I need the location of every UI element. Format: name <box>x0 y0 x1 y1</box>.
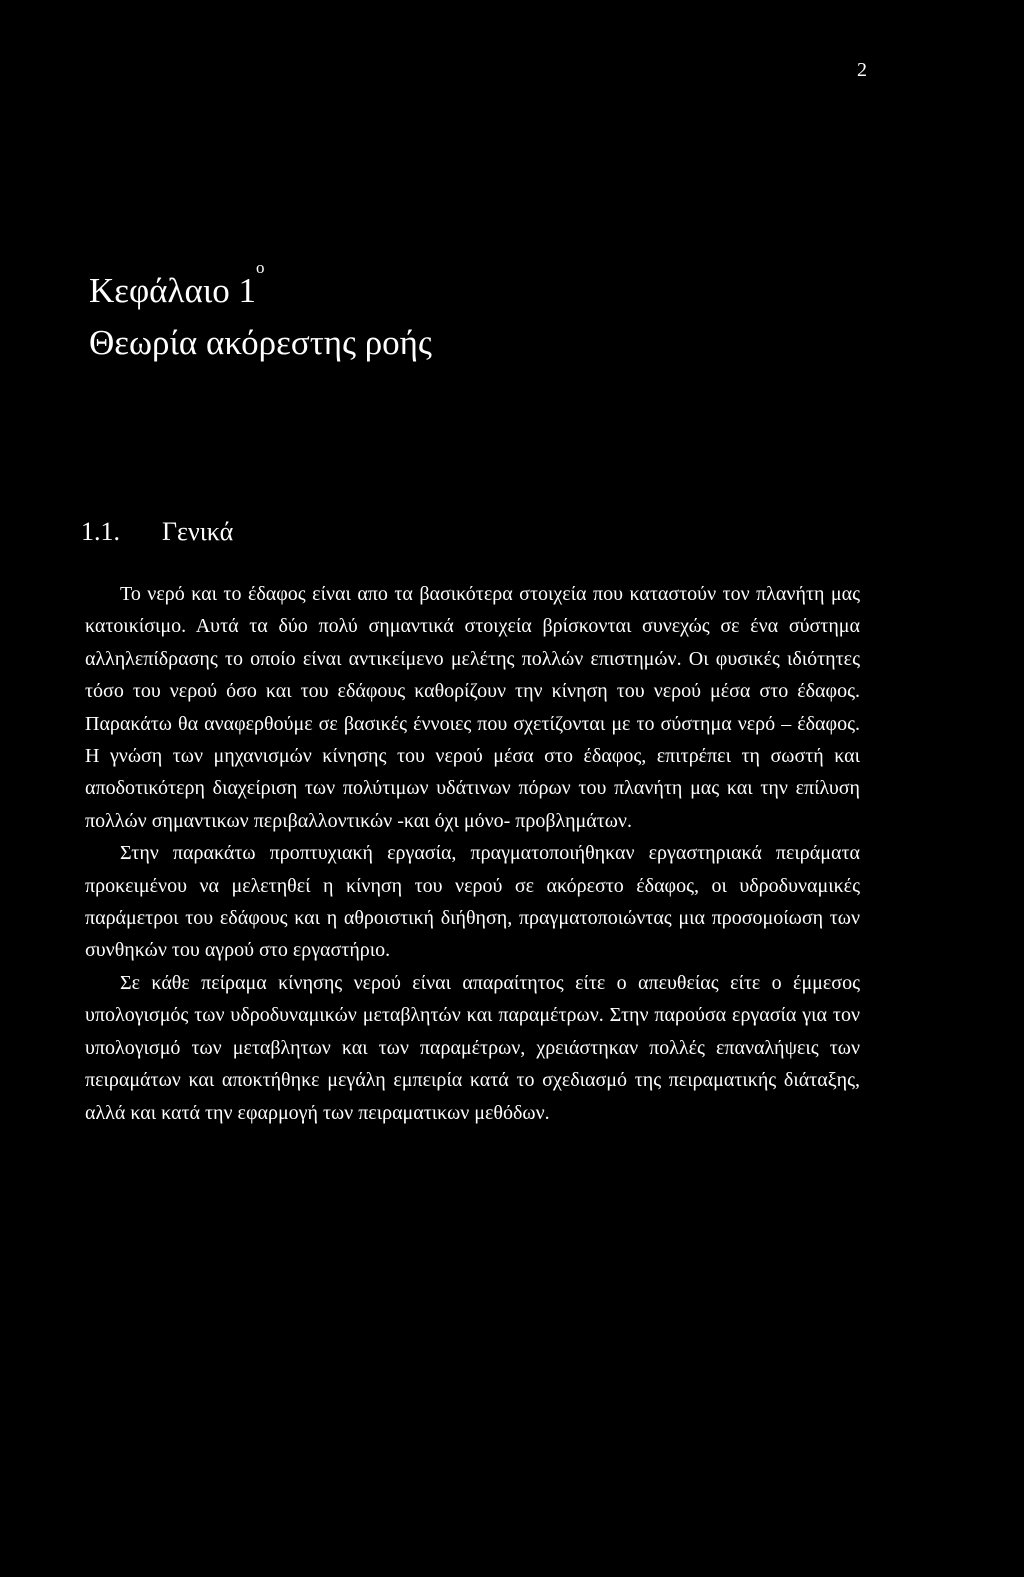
paragraph-1: Το νερό και το έδαφος είναι απο τα βασικότερα στοιχεία που καταστούν τον πλανήτη μας κατοικίσιμο. Αυτά τα δύο πολύ σημαντικά στοιχεία βρίσκονται συνεχώς σε ένα σύστημα αλληλεπίδρασης το οποίο είναι αντικείμενο μελέτης πολλών επιστημών. Οι φυσικές ιδιότητες τόσο του νερού όσο και του εδάφους καθορίζουν την κίνηση του νερού μέσα στο έδαφος. Παρακάτω θα αναφερθούμε σε βασικές έννοιες που σχετίζονται με το σύστημα νερό – έδαφος. Η γνώση των μηχανισμών κίνησης του νερού μέσα στο έδαφος, επιτρέπει τη σωστή και αποδοτικότερη διαχείριση των πολύτιμων υδάτινων πόρων του πλανήτη μας και την επίλυση πολλών σημαντικων περιβαλλοντικών -και όχι μόνο- προβλημάτων. <box>85 583 860 832</box>
body-text <box>85 578 860 1129</box>
chapter-ordinal-superscript: ο <box>256 258 265 277</box>
paragraph-2: Στην παρακάτω προπτυχιακή εργασία, πραγματοποιήθηκαν εργαστηριακά πειράματα προκειμένου να μελετηθεί η κίνηση του νερού σε ακόρεστο έδαφος, οι υδροδυναμικές παράμετροι του εδάφους και η αθροιστική διήθηση, πραγματοποιώντας μια προσομοίωση των συνθηκών του αγρού στο εργαστήριο. <box>85 842 860 962</box>
page-number: 2 <box>857 59 867 81</box>
chapter-heading <box>89 258 789 369</box>
paragraph-3: Σε κάθε πείραμα κίνησης νερού είναι απαραίτητος είτε ο απευθείας είτε ο έμμεσος υπολογισμός των υδροδυναμικών μεταβλητών και παραμέτρων. Στην παρούσα εργασία για τον υπολογισμό των μεταβλητων και των παραμέτρων, χρειάστηκαν πολλές επαναλήψεις των πειραμάτων και αποκτήθηκε μεγάλη εμπειρία κατά το σχεδιασμό της πειραματικής διάταξης, αλλά και κατά την εφαρμογή των πειραματικων μεθόδων. <box>85 971 860 1124</box>
chapter-label: Κεφάλαιο 1 <box>89 271 256 310</box>
section-heading <box>81 514 233 550</box>
section-title: Γενικά <box>162 517 234 546</box>
chapter-label-line <box>89 258 789 317</box>
section-number: 1.1. <box>81 517 120 546</box>
chapter-title: Θεωρία ακόρεστης ροής <box>89 323 432 362</box>
